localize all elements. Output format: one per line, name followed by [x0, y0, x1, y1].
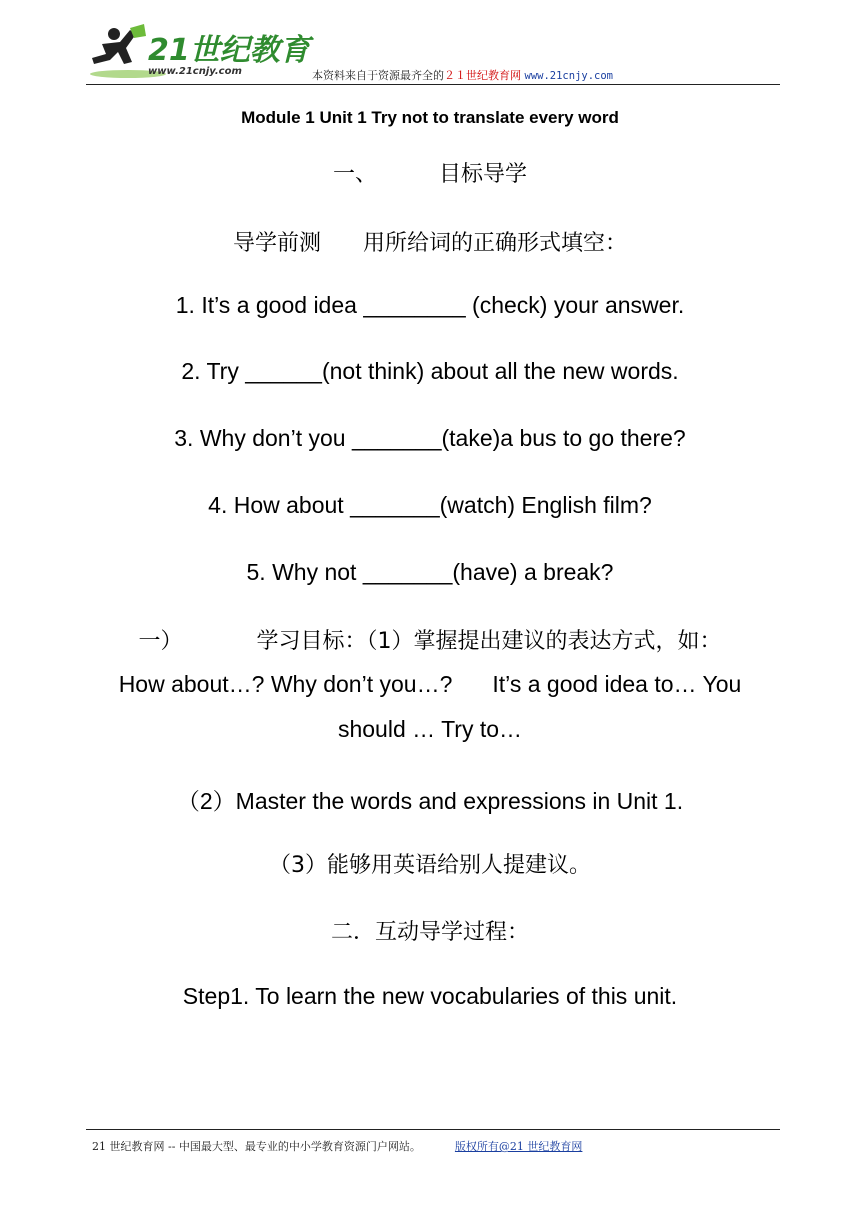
section1-title: 目标导学: [439, 162, 528, 187]
footer-copyright-link[interactable]: 版权所有@21 世纪教育网: [454, 1140, 583, 1153]
step1-text: Step1. To learn the new vocabularies of this unit.: [182, 983, 678, 1009]
objectives-number: 一）: [138, 629, 183, 654]
exercise-5: 5. Why not _______(have) a break?: [246, 559, 614, 585]
exercise-4: 4. How about _______(watch) English film?: [208, 492, 652, 518]
header-source-url[interactable]: www.21cnjy.com: [524, 70, 614, 82]
section1-heading: [0, 157, 860, 188]
svg-text:www.21cnjy.com: www.21cnjy.com: [148, 66, 242, 77]
objectives-line: [0, 624, 860, 655]
header-source-line: [312, 67, 613, 83]
pretest-label: 导学前测: [232, 231, 321, 256]
section2-heading: 二．互动导学过程：: [330, 920, 529, 945]
section1-number: 一、: [332, 162, 377, 187]
objectives-expr-b: It’s a good idea to… You: [492, 671, 742, 697]
objective-item-2: （2）Master the words and expressions in Unit 1.: [176, 788, 684, 814]
exercise-2: 2. Try ______(not think) about all the new words.: [181, 358, 679, 384]
footer: [92, 1138, 582, 1154]
footer-divider: [86, 1129, 780, 1130]
objectives-label: 学习目标：（1）掌握提出建议的表达方式，如：: [256, 629, 722, 654]
header-source-site[interactable]: ２１世纪教育网: [444, 69, 521, 82]
objectives-expressions-1: [0, 671, 860, 698]
pretest-line: [0, 226, 860, 257]
exercise-1: 1. It’s a good idea ________ (check) your answer.: [175, 292, 685, 318]
header-divider: [86, 84, 780, 85]
header-source-prefix: 本资料来自于资源最齐全的: [312, 69, 444, 82]
svg-text:21世纪教育: 21世纪教育: [148, 33, 310, 68]
site-logo: [86, 24, 310, 86]
footer-text: 21 世纪教育网 -- 中国最大型、最专业的中小学教育资源门户网站。: [92, 1140, 421, 1153]
exercise-3: 3. Why don’t you _______(take)a bus to go there?: [174, 425, 686, 451]
objectives-expressions-2: should … Try to…: [337, 716, 523, 742]
objectives-expr-a: How about…? Why don’t you…?: [118, 671, 453, 697]
objective-item-3: （3）能够用英语给别人提建议。: [269, 853, 591, 878]
document-title: Module 1 Unit 1 Try not to translate every word: [241, 108, 619, 127]
runner-logo-icon: [86, 24, 310, 86]
pretest-instruction: 用所给词的正确形式填空：: [363, 231, 628, 256]
